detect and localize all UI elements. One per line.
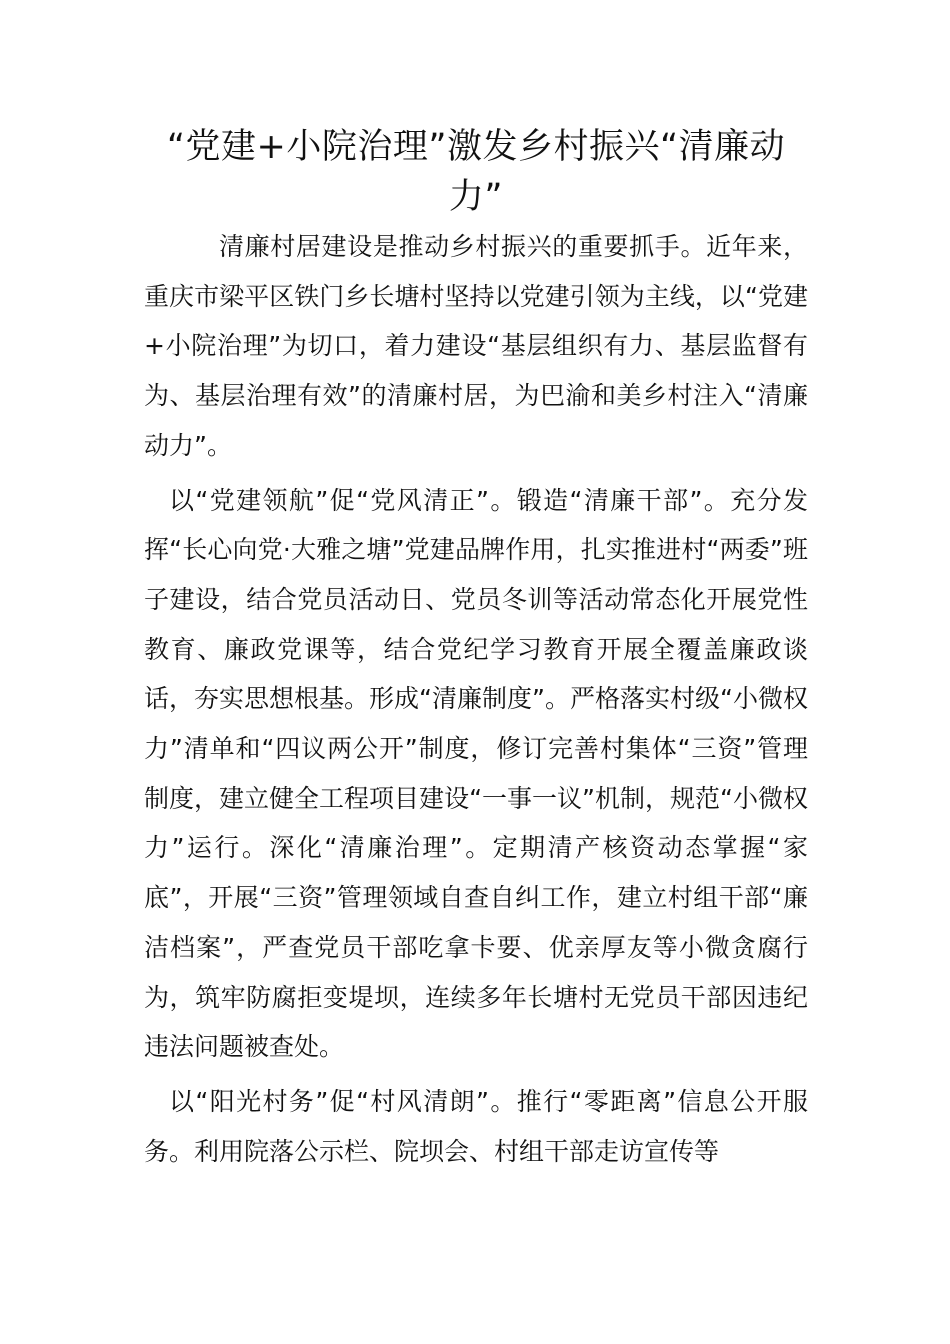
- document-page: [144, 122, 808, 1176]
- document-title: “党建+小院治理”激发乡村振兴“清廉动力”: [166, 127, 786, 217]
- paragraph-intro: 清廉村居建设是推动乡村振兴的重要抓手。近年来，重庆市梁平区铁门乡长塘村坚持以党建引领为主线，以“党建+小院治理”为切口，着力建设“基层组织有力、基层监督有为、基层治理有效”的清廉村居，为巴渝和美乡村注入“清廉动力”。: [144, 232, 808, 460]
- paragraph-village-affairs: 以“阳光村务”促“村风清朗”。推行“零距离”信息公开服务。利用院落公示栏、院坝会、村组干部走访宣传等: [144, 1086, 808, 1166]
- paragraph-party-building: 以“党建领航”促“党风清正”。锻造“清廉干部”。充分发挥“长心向党·大雅之塘”党建品牌作用，扎实推进村“两委”班子建设，结合党员活动日、党员冬训等活动常态化开展党性教育、廉政党课等，结合党纪学习教育开展全覆盖廉政谈话，夯实思想根基。形成“清廉制度”。严格落实村级“小微权力”清单和“四议两公开”制度，修订完善村集体“三资”管理制度，建立健全工程项目建设“一事一议”机制，规范“小微权力”运行。深化“清廉治理”。定期清产核资动态掌握“家底”，开展“三资”管理领域自查自纠工作，建立村组干部“廉洁档案”，严查党员干部吃拿卡要、优亲厚友等小微贪腐行为，筑牢防腐拒变堤坝，连续多年长塘村无党员干部因违纪违法问题被查处。: [144, 485, 808, 1062]
